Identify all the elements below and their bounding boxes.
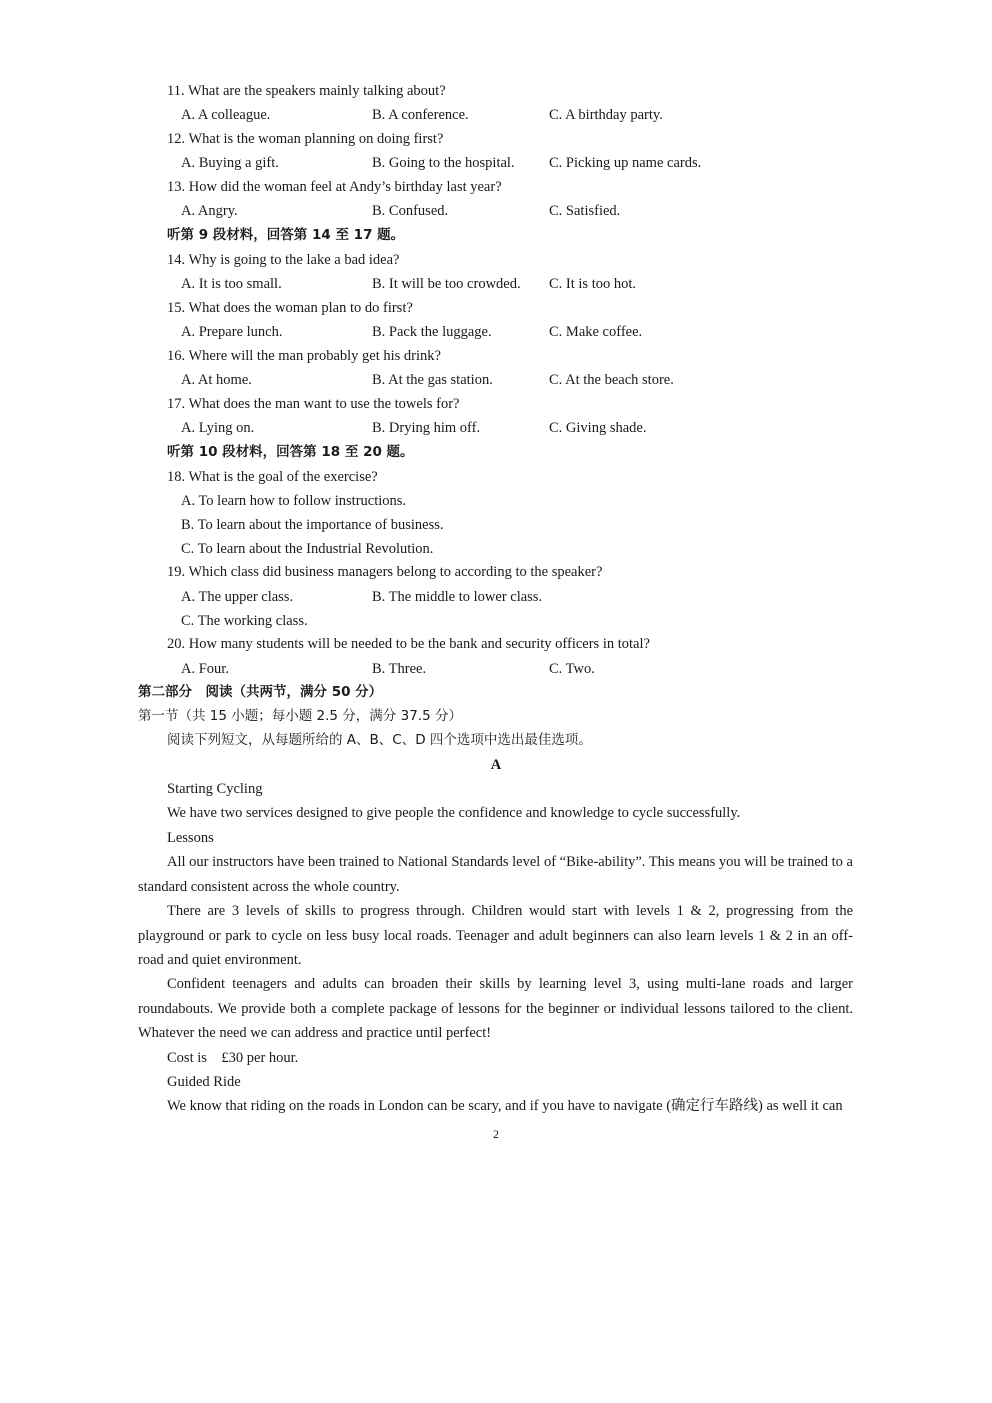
page-number: 2 xyxy=(493,1127,499,1141)
option-b: B. To learn about the importance of business. xyxy=(181,517,444,533)
guided-ride-heading: Guided Ride xyxy=(167,1074,241,1090)
option-b: B. A conference. xyxy=(372,107,469,123)
cost-line: Cost is £30 per hour. xyxy=(167,1050,299,1066)
question-14: 14. Why is going to the lake a bad idea? xyxy=(167,252,400,268)
option-b: B. It will be too crowded. xyxy=(372,276,521,292)
option-a: A. It is too small. xyxy=(181,276,282,292)
option-c: C. It is too hot. xyxy=(549,276,637,292)
paragraph-1: All our instructors have been trained to National Standards level of “Bike-ability”. This means you will be trained to a standard consistent across the whole country. xyxy=(138,854,853,895)
question-19: 19. Which class did business managers belong to according to the speaker? xyxy=(167,564,603,580)
question-18: 18. What is the goal of the exercise? xyxy=(167,469,378,485)
option-c: C. At the beach store. xyxy=(549,372,674,388)
option-b: B. Going to the hospital. xyxy=(372,155,515,171)
paragraph-2: There are 3 levels of skills to progress through. Children would start with levels 1 & 2, progressing from the playground or park to cycle on less busy local roads. Teenager and adult beginners can also learn levels 1 & 2 in an off-road and quiet environment. xyxy=(138,903,853,968)
question-16: 16. Where will the man probably get his drink? xyxy=(167,348,441,364)
option-b: B. Drying him off. xyxy=(372,420,481,436)
option-b: B. The middle to lower class. xyxy=(372,589,543,605)
option-a: A. Angry. xyxy=(181,203,238,219)
passage-letter: A xyxy=(490,757,502,773)
section-9-heading: 听第 9 段材料，回答第 14 至 17 题。 xyxy=(167,227,405,243)
passage-title: Starting Cycling xyxy=(167,781,263,797)
section-1-title: 第一节（共 15 小题；每小题 2.5 分，满分 37.5 分） xyxy=(138,708,462,724)
option-a: A. Four. xyxy=(181,661,229,677)
part-2-title: 第二部分 阅读（共两节，满分 50 分） xyxy=(138,684,383,700)
section-10-heading: 听第 10 段材料，回答第 18 至 20 题。 xyxy=(167,444,414,460)
question-20: 20. How many students will be needed to be the bank and security officers in total? xyxy=(167,636,650,652)
passage-intro: We have two services designed to give people the confidence and knowledge to cycle successfully. xyxy=(167,805,741,821)
option-c: C. Picking up name cards. xyxy=(549,155,702,171)
question-13: 13. How did the woman feel at Andy’s birthday last year? xyxy=(167,179,502,195)
lessons-heading: Lessons xyxy=(167,830,214,846)
reading-instruction: 阅读下列短文，从每题所给的 A、B、C、D 四个选项中选出最佳选项。 xyxy=(167,732,592,748)
option-c: C. A birthday party. xyxy=(549,107,663,123)
option-a: A. Buying a gift. xyxy=(181,155,279,171)
option-c: C. Satisfied. xyxy=(549,203,621,219)
option-a: A. A colleague. xyxy=(181,107,271,123)
paragraph-3: Confident teenagers and adults can broaden their skills by learning level 3, using multi-lane roads and larger roundabouts. We provide both a complete package of lessons for the beginner or individual lessons tailored to the client. Whatever the need we can address and practice until perfect! xyxy=(138,976,853,1041)
option-a: A. Prepare lunch. xyxy=(181,324,283,340)
option-c: C. To learn about the Industrial Revolution. xyxy=(181,541,434,557)
question-17: 17. What does the man want to use the towels for? xyxy=(167,396,460,412)
question-12: 12. What is the woman planning on doing first? xyxy=(167,131,444,147)
option-b: B. Three. xyxy=(372,661,427,677)
paragraph-4: We know that riding on the roads in London can be scary, and if you have to navigate (确定行车路线) as well it can xyxy=(167,1098,843,1114)
option-c: C. The working class. xyxy=(181,613,308,629)
option-b: B. Confused. xyxy=(372,203,449,219)
option-c: C. Two. xyxy=(549,661,595,677)
option-c: C. Make coffee. xyxy=(549,324,643,340)
option-a: A. At home. xyxy=(181,372,252,388)
question-11: 11. What are the speakers mainly talking about? xyxy=(167,83,446,99)
option-c: C. Giving shade. xyxy=(549,420,647,436)
question-15: 15. What does the woman plan to do first? xyxy=(167,300,413,316)
option-a: A. The upper class. xyxy=(181,589,294,605)
option-a: A. Lying on. xyxy=(181,420,255,436)
option-b: B. Pack the luggage. xyxy=(372,324,492,340)
option-b: B. At the gas station. xyxy=(372,372,493,388)
option-a: A. To learn how to follow instructions. xyxy=(181,493,407,509)
